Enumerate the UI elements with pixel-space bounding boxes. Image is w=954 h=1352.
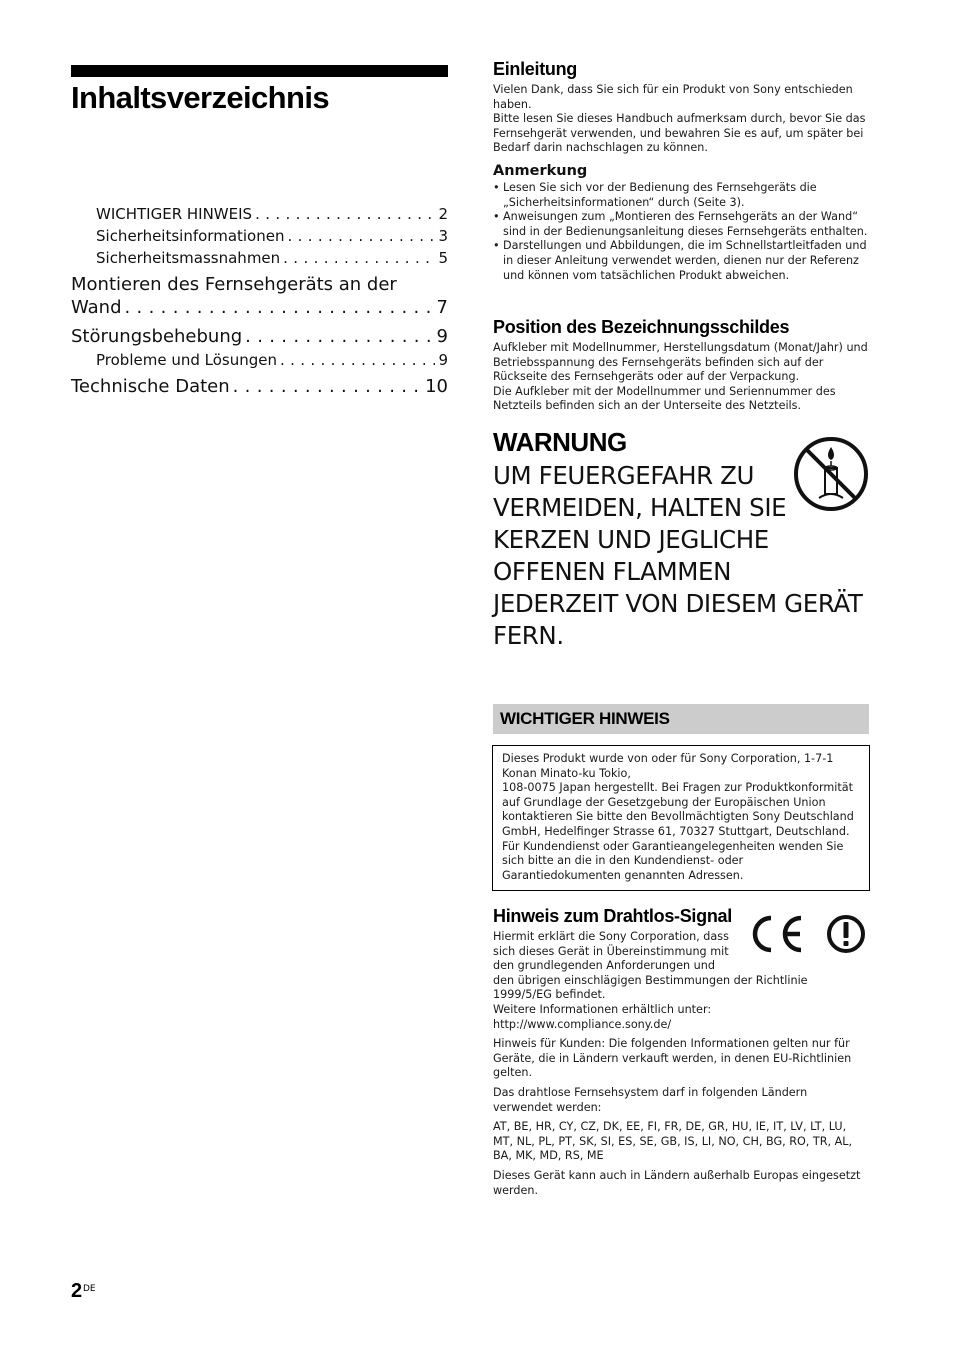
label-position-paragraph-2: Die Aufkleber mit der Modellnummer und Seriennummer des Netzteils befinden sich an der Unterseite des Netzteils. (493, 384, 836, 413)
intro-paragraph-1: Vielen Dank, dass Sie sich für ein Produkt von Sony entschieden haben. (493, 83, 853, 111)
no-candle-icon (793, 436, 869, 512)
notice-line: Für Kundendienst oder Garantieangelegenheiten wenden Sie sich bitte an die in den Kundendienst- oder Garantiedokumenten genannten Adressen. (502, 839, 844, 882)
page-number: 2 (71, 1280, 83, 1302)
toc-entry-wichtiger-hinweis[interactable]: WICHTIGER HINWEIS . . . 2 (96, 205, 448, 223)
notice-line: Dieses Produkt wurde von oder für Sony Corporation, 1-7-1 Konan Minato-ku Tokio, (502, 752, 834, 780)
wireless-section (493, 906, 869, 1198)
note-list (493, 181, 869, 283)
wireless-paragraph-4: Dieses Gerät kann auch in Ländern außerhalb Europas eingesetzt werden. (493, 1168, 861, 1197)
label-position-section (493, 317, 869, 414)
notice-line: 108-0075 Japan hergestellt. Bei Fragen zur Produktkonformität auf Grundlage der Gesetzgebung der Europäischen Union kontaktieren Sie bitte den Bevollmächtigten Sony Deutschland GmbH, Hedelfinger Strasse 61, 70327 Stuttgart, Deutschland. (502, 781, 854, 838)
notice-header (493, 704, 869, 734)
intro-heading: Einleitung (493, 59, 577, 79)
country-list: AT, BE, HR, CY, CZ, DK, EE, FI, FR, DE, GR, HU, IE, IT, LV, LT, LU, MT, NL, PL, PT, SK, SI, ES, SE, GB, IS, LI, NO, CH, BG, RO, TR, AL, BA, MK, MD, RS, ME (493, 1120, 853, 1163)
label-position-heading: Position des Bezeichnungsschildes (493, 317, 790, 337)
note-heading: Anmerkung (493, 162, 588, 179)
ce-mark-icon (750, 914, 804, 954)
wireless-paragraph-2: Hinweis für Kunden: Die folgenden Informationen gelten nur für Geräte, die in Ländern verkauft werden, in denen EU-Richtlinien gelten. (493, 1037, 852, 1080)
note-item: • Anweisungen zum „Montieren des Fernsehgeräts an der Wand“ sind in der Bedienungsanleitung dieses Fernsehgeräts enthalten. (493, 210, 869, 239)
wireless-paragraph-3: Das drahtlose Fernsehsystem darf in folgenden Ländern verwendet werden: (493, 1085, 808, 1114)
wireless-paragraph-1: Hiermit erklärt die Sony Corporation, dass sich dieses Gerät in Übereinstimmung mit den grundlegenden Anforderungen und den übrigen einschlägigen Bestimmungen der Richtlinie 1999/5/EG befindet. Weitere Informationen erhältlich unter: http://www.compliance.sony.de/ (493, 930, 869, 1032)
toc-rule (71, 65, 448, 77)
intro-section (493, 59, 869, 283)
label-position-paragraph-1: Aufkleber mit Modellnummer, Herstellungsdatum (Monat/Jahr) und Betriebsspannung des Fernsehgeräts befinden sich auf der Rückseite des Fernsehgeräts oder auf der Verpackung. (493, 341, 868, 384)
toc-entry-sicherheitsinformationen[interactable]: Sicherheitsinformationen . . . 3 (96, 227, 448, 245)
page-language-code: DE (83, 1284, 96, 1294)
toc-title: Inhaltsverzeichnis (71, 80, 329, 115)
toc-entry-technische-daten[interactable]: Technische Daten . . . 10 (71, 376, 448, 397)
toc-entry-stoerungsbehebung[interactable]: Störungsbehebung . . . 9 (71, 326, 448, 347)
notice-box (492, 745, 870, 891)
warning-text: UM FEUERGEFAHR ZU VERMEIDEN, HALTEN SIE KERZEN UND JEGLICHE OFFENEN FLAMMEN JEDERZEIT VON DIESEM GERÄT FERN. (493, 461, 863, 650)
note-item: • Darstellungen und Abbildungen, die im Schnellstartleitfaden und in dieser Anleitung verwendet werden, dienen nur der Referenz und können vom tatsächlichen Produkt abweichen. (493, 239, 869, 283)
toc-entry-probleme[interactable]: Probleme und Lösungen . . . 9 (96, 351, 448, 369)
compliance-link[interactable]: http://www.compliance.sony.de/ (493, 1017, 672, 1031)
alert-icon (826, 914, 866, 954)
toc-entry-montieren[interactable]: Wand . . . 7 (71, 297, 448, 318)
warning-title: WARNUNG (493, 427, 627, 457)
toc-entry-sicherheitsmassnahmen[interactable]: Sicherheitsmassnahmen . . . 5 (96, 249, 448, 267)
notice-header-label: WICHTIGER HINWEIS (500, 709, 670, 728)
note-item: • Lesen Sie sich vor der Bedienung des Fernsehgeräts die „Sicherheitsinformationen“ durch (Seite 3). (493, 181, 869, 210)
toc-entry-montieren-line1[interactable]: Montieren des Fernsehgeräts an der (71, 274, 397, 295)
wireless-heading: Hinweis zum Drahtlos-Signal (493, 906, 732, 926)
intro-paragraph-2: Bitte lesen Sie dieses Handbuch aufmerksam durch, bevor Sie das Fernsehgerät verwenden, und bewahren Sie es auf, um später bei Bedarf darin nachschlagen zu können. (493, 112, 866, 155)
